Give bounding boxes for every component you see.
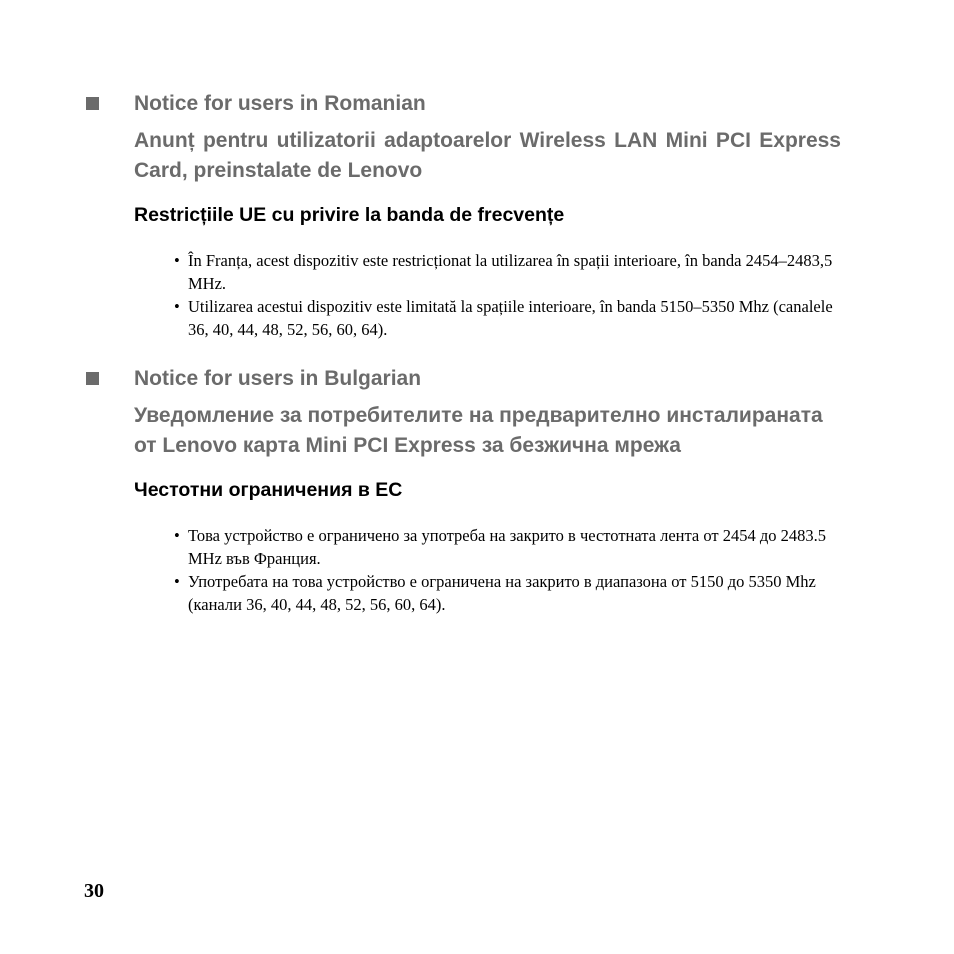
list-item: • Употребата на това устройство е ограничена на закрито в диапазона от 5150 до 5350 Mhz (канали 36, 40, 44, 48, 52, 56, 60, 64). [174,570,844,616]
restriction-list [174,249,844,341]
section-heading: Честотни ограничения в ЕС [134,479,403,501]
section-bulgarian [0,367,954,616]
square-bullet-icon [86,372,99,385]
notice-row [0,92,954,122]
list-item: • În Franța, acest dispozitiv este restricționat la utilizarea în spații interioare, în banda 2454–2483,5 MHz. [174,249,844,295]
square-bullet-icon [86,97,99,110]
section-romanian [0,92,954,341]
section-subtitle: Уведомление за потребителите на предварително инсталираната от Lenovo карта Mini PCI Express за безжична мрежа [134,404,823,457]
section-heading: Restricțiile UE cu privire la banda de frecvențe [134,204,565,226]
list-item: • Това устройство е ограничено за употреба на закрито в честотната лента от 2454 до 2483.5 MHz във Франция. [174,524,844,570]
restriction-list [174,524,844,616]
page-number: 30 [84,880,104,902]
notice-row [0,367,954,397]
section-subtitle: Anunț pentru utilizatorii adaptoarelor Wireless LAN Mini PCI Express Card, preinstalate de Lenovo [134,129,841,182]
list-item: • Utilizarea acestui dispozitiv este limitată la spațiile interioare, în banda 5150–5350 Mhz (canalele 36, 40, 44, 48, 52, 56, 60, 64). [174,295,844,341]
notice-title: Notice for users in Romanian [134,92,426,115]
notice-title: Notice for users in Bulgarian [134,367,422,390]
